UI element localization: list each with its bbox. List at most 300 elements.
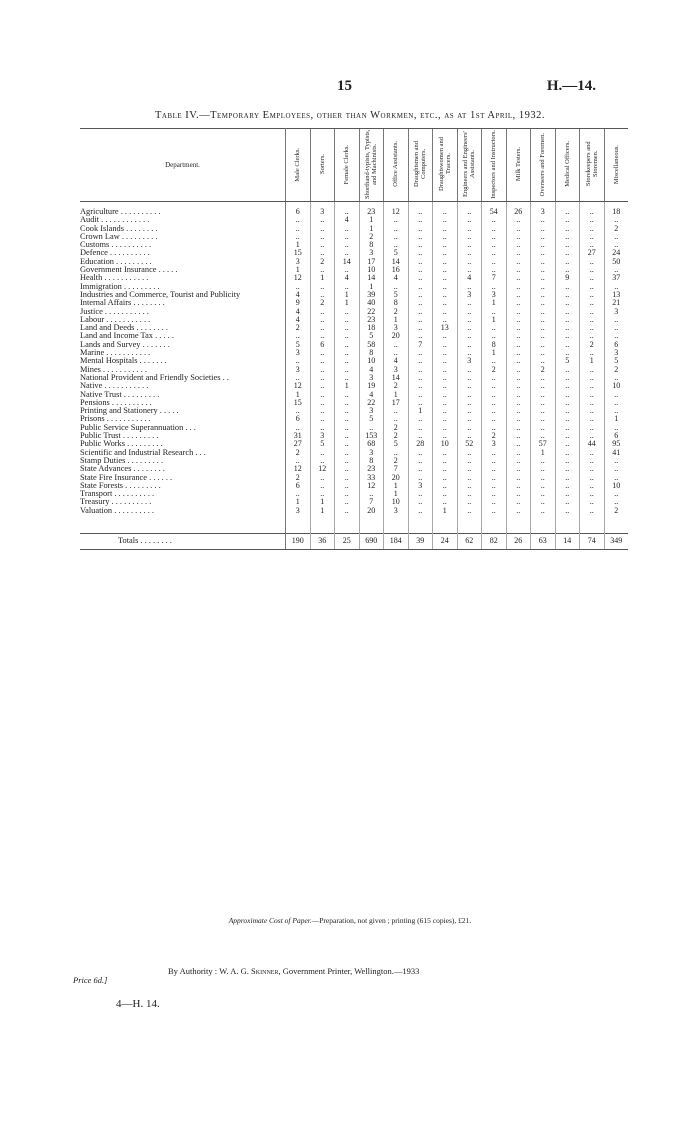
table-cell: 1 <box>384 490 409 498</box>
column-header <box>433 129 458 202</box>
department-name: Public Service Superannuation . . . <box>80 424 286 432</box>
table-cell: .. <box>482 332 507 340</box>
table-row <box>80 299 628 307</box>
table-cell: .. <box>408 357 433 365</box>
authority-prefix: By Authority : <box>168 966 220 976</box>
table-cell: .. <box>506 241 531 249</box>
table-cell: .. <box>310 233 335 241</box>
department-name: Industries and Commerce, Tourist and Publicity <box>80 291 286 299</box>
table-cell: .. <box>555 324 580 332</box>
table-cell: .. <box>359 424 384 432</box>
table-cell: .. <box>335 465 360 473</box>
table-cell: .. <box>482 324 507 332</box>
table-cell: 10 <box>359 266 384 274</box>
column-header-label: Miscellaneous. <box>612 144 620 184</box>
table-cell: .. <box>310 324 335 332</box>
table-cell: .. <box>310 357 335 365</box>
table-cell: .. <box>482 449 507 457</box>
table-cell: 1 <box>335 382 360 390</box>
table-cell: 1 <box>310 507 335 515</box>
table-cell: .. <box>506 374 531 382</box>
table-row <box>80 507 628 515</box>
table-cell: .. <box>506 225 531 233</box>
table-cell: 1 <box>408 407 433 415</box>
table-cell: .. <box>433 366 458 374</box>
table-cell: 3 <box>359 374 384 382</box>
table-cell: .. <box>335 233 360 241</box>
table-cell: .. <box>604 316 628 324</box>
table-cell: 12 <box>359 482 384 490</box>
table-cell: 20 <box>359 507 384 515</box>
table-cell: .. <box>408 507 433 515</box>
table-cell: .. <box>482 266 507 274</box>
table-cell: .. <box>580 349 605 357</box>
table-cell: 2 <box>286 324 311 332</box>
table-cell: .. <box>457 415 482 423</box>
department-name: Immigration . . . . . . . . . <box>80 283 286 291</box>
table-cell: .. <box>433 432 458 440</box>
table-cell: .. <box>286 457 311 465</box>
table-cell: .. <box>604 474 628 482</box>
table-cell: .. <box>555 249 580 257</box>
table-cell: 68 <box>359 440 384 448</box>
table-cell: .. <box>555 283 580 291</box>
table-cell: .. <box>482 465 507 473</box>
table-cell: .. <box>506 432 531 440</box>
table-cell: .. <box>408 241 433 249</box>
table-cell: .. <box>580 241 605 249</box>
table-cell: .. <box>335 432 360 440</box>
table-cell: .. <box>286 357 311 365</box>
table-cell: .. <box>335 482 360 490</box>
table-row <box>80 399 628 407</box>
table-row <box>80 490 628 498</box>
table-cell: .. <box>580 490 605 498</box>
spacer-cell <box>335 515 360 534</box>
table-cell: .. <box>580 498 605 506</box>
cost-note <box>0 916 700 925</box>
department-name: Land and Income Tax . . . . . <box>80 332 286 340</box>
table-cell: .. <box>482 399 507 407</box>
table-cell: .. <box>335 424 360 432</box>
table-cell: 17 <box>359 258 384 266</box>
column-header <box>286 129 311 202</box>
table-cell: .. <box>384 233 409 241</box>
table-cell: .. <box>457 482 482 490</box>
table-cell: .. <box>433 399 458 407</box>
spacer-cell <box>80 515 286 534</box>
table-cell: .. <box>531 249 556 257</box>
table-cell: .. <box>433 391 458 399</box>
department-name: National Provident and Friendly Societies . . <box>80 374 286 382</box>
table-cell: .. <box>310 382 335 390</box>
table-cell: .. <box>433 283 458 291</box>
table-cell: .. <box>580 216 605 224</box>
table-cell: 5 <box>555 357 580 365</box>
table-row <box>80 332 628 340</box>
spacer-cell <box>310 515 335 534</box>
table-cell: .. <box>408 424 433 432</box>
table-cell: 2 <box>286 474 311 482</box>
table-cell: 8 <box>359 241 384 249</box>
table-cell: 1 <box>286 391 311 399</box>
table-cell: .. <box>359 490 384 498</box>
table-cell: .. <box>482 415 507 423</box>
table-cell: .. <box>580 258 605 266</box>
table-cell: .. <box>408 299 433 307</box>
table-cell: .. <box>555 399 580 407</box>
table-cell: .. <box>335 457 360 465</box>
department-name: Marine . . . . . . . . . . . <box>80 349 286 357</box>
table-cell: .. <box>408 291 433 299</box>
column-header <box>408 129 433 202</box>
table-cell: 17 <box>384 399 409 407</box>
table-cell: .. <box>310 457 335 465</box>
spacer-row <box>80 515 628 534</box>
table-body <box>80 202 628 550</box>
table-cell: .. <box>286 490 311 498</box>
table-cell: .. <box>433 490 458 498</box>
table-cell: .. <box>457 241 482 249</box>
table-cell: .. <box>457 366 482 374</box>
table-cell: .. <box>482 216 507 224</box>
table-row <box>80 258 628 266</box>
table-cell: 33 <box>359 474 384 482</box>
table-cell: .. <box>335 241 360 249</box>
table-cell: 24 <box>604 249 628 257</box>
table-cell: .. <box>457 507 482 515</box>
table-cell: .. <box>408 374 433 382</box>
spacer-cell <box>531 515 556 534</box>
employees-table <box>80 128 628 550</box>
table-cell: 23 <box>359 202 384 217</box>
table-cell: 10 <box>604 382 628 390</box>
table-cell: .. <box>580 274 605 282</box>
table-cell: .. <box>482 374 507 382</box>
table-cell: .. <box>604 424 628 432</box>
table-cell: .. <box>531 399 556 407</box>
table-cell: .. <box>506 324 531 332</box>
table-cell: .. <box>335 357 360 365</box>
table-cell: 2 <box>482 432 507 440</box>
table-cell: 3 <box>286 366 311 374</box>
table-cell: 54 <box>482 202 507 217</box>
table-cell: .. <box>580 415 605 423</box>
table-cell: 52 <box>457 440 482 448</box>
table-cell: .. <box>408 391 433 399</box>
table-cell: 3 <box>359 449 384 457</box>
table-cell: .. <box>604 266 628 274</box>
table-cell: .. <box>457 308 482 316</box>
table-cell: .. <box>506 474 531 482</box>
table-cell: .. <box>482 490 507 498</box>
column-header-label: Storekeepers and Storemen. <box>584 142 599 187</box>
table-cell: .. <box>408 249 433 257</box>
table-cell: .. <box>555 432 580 440</box>
total-cell: 82 <box>482 533 507 549</box>
table-row <box>80 283 628 291</box>
table-cell: .. <box>555 349 580 357</box>
column-header-label: Male Clerks. <box>294 147 302 182</box>
table-cell: .. <box>433 216 458 224</box>
column-header-label: Shorthand-typists, Typists, and Machinists. <box>364 129 379 199</box>
table-cell: 3 <box>482 291 507 299</box>
table-cell: .. <box>335 399 360 407</box>
table-cell: .. <box>335 474 360 482</box>
total-cell: 184 <box>384 533 409 549</box>
column-header-label: Medical Officers. <box>563 141 571 188</box>
table-cell: .. <box>384 241 409 249</box>
table-cell: .. <box>531 382 556 390</box>
table-cell: .. <box>310 391 335 399</box>
table-cell: .. <box>335 374 360 382</box>
table-cell: 31 <box>286 432 311 440</box>
table-cell: .. <box>408 308 433 316</box>
table-cell: .. <box>433 258 458 266</box>
table-cell: 3 <box>286 349 311 357</box>
table-cell: .. <box>531 316 556 324</box>
table-cell: .. <box>335 366 360 374</box>
column-header <box>555 129 580 202</box>
table-cell: 5 <box>604 357 628 365</box>
total-cell: 39 <box>408 533 433 549</box>
table-cell: .. <box>506 274 531 282</box>
table-cell: .. <box>433 341 458 349</box>
department-name: Pensions . . . . . . . . . . <box>80 399 286 407</box>
table-cell: 44 <box>580 440 605 448</box>
table-cell: .. <box>335 507 360 515</box>
table-cell: 1 <box>286 266 311 274</box>
table-cell: 95 <box>604 440 628 448</box>
printer-authority <box>168 966 419 976</box>
table-cell: .. <box>555 507 580 515</box>
spacer-cell <box>604 515 628 534</box>
table-cell: .. <box>580 308 605 316</box>
table-cell: .. <box>335 249 360 257</box>
table-row <box>80 202 628 217</box>
table-cell: .. <box>604 399 628 407</box>
table-cell: .. <box>433 482 458 490</box>
table-cell: 14 <box>359 274 384 282</box>
department-name: Mental Hospitals . . . . . . . <box>80 357 286 365</box>
table-cell: 15 <box>286 399 311 407</box>
column-header <box>506 129 531 202</box>
table-cell: .. <box>335 283 360 291</box>
spacer-cell <box>384 515 409 534</box>
table-cell: .. <box>604 233 628 241</box>
table-cell: .. <box>580 432 605 440</box>
table-cell: 12 <box>384 202 409 217</box>
department-name: Land and Deeds . . . . . . . . <box>80 324 286 332</box>
table-cell: .. <box>335 449 360 457</box>
table-cell: .. <box>580 382 605 390</box>
column-header-label: Office Assistants. <box>392 141 400 188</box>
table-cell: .. <box>457 283 482 291</box>
table-cell: .. <box>604 391 628 399</box>
table-cell: .. <box>531 341 556 349</box>
table-cell: 1 <box>604 415 628 423</box>
department-name: Justice . . . . . . . . . . . <box>80 308 286 316</box>
table-cell: .. <box>335 225 360 233</box>
table-cell: 16 <box>384 266 409 274</box>
spacer-cell <box>433 515 458 534</box>
table-cell: 3 <box>286 258 311 266</box>
table-cell: .. <box>384 407 409 415</box>
table-cell: .. <box>286 424 311 432</box>
table-cell: .. <box>555 233 580 241</box>
table-cell: .. <box>335 332 360 340</box>
table-cell: .. <box>433 498 458 506</box>
table-cell: .. <box>384 225 409 233</box>
table-cell: .. <box>531 424 556 432</box>
table-cell: 1 <box>359 283 384 291</box>
table-cell: 7 <box>384 465 409 473</box>
table-cell: 19 <box>359 382 384 390</box>
table-cell: .. <box>580 366 605 374</box>
table-cell: .. <box>482 474 507 482</box>
column-header-label: Draughtswomen and Tracers. <box>437 137 452 192</box>
table-cell: 22 <box>359 308 384 316</box>
table-cell: .. <box>482 382 507 390</box>
table-cell: .. <box>408 324 433 332</box>
table-row <box>80 216 628 224</box>
table-cell: .. <box>580 233 605 241</box>
table-cell: .. <box>604 374 628 382</box>
table-cell: .. <box>408 216 433 224</box>
table-cell: .. <box>482 424 507 432</box>
total-cell: 14 <box>555 533 580 549</box>
table-cell: .. <box>580 399 605 407</box>
table-cell: .. <box>433 308 458 316</box>
table-cell: .. <box>531 415 556 423</box>
table-row <box>80 424 628 432</box>
table-cell: .. <box>286 332 311 340</box>
table-cell: .. <box>408 258 433 266</box>
table-title <box>0 110 700 121</box>
table-cell: 13 <box>604 291 628 299</box>
authority-rest: , Government Printer, Wellington.—1933 <box>278 966 420 976</box>
table-cell: .. <box>506 498 531 506</box>
table-cell: 3 <box>310 432 335 440</box>
table-row <box>80 241 628 249</box>
table-cell: 4 <box>286 291 311 299</box>
table-cell: .. <box>433 424 458 432</box>
table-cell: 3 <box>457 357 482 365</box>
table-cell: .. <box>335 490 360 498</box>
table-cell: .. <box>482 241 507 249</box>
spacer-cell <box>482 515 507 534</box>
table-cell: .. <box>506 415 531 423</box>
table-cell: 2 <box>384 432 409 440</box>
page-number: 15 <box>337 78 352 94</box>
table-cell: .. <box>506 424 531 432</box>
table-cell: .. <box>408 266 433 274</box>
table-cell: .. <box>506 332 531 340</box>
table-cell: 8 <box>384 299 409 307</box>
table-cell: .. <box>433 249 458 257</box>
table-cell: .. <box>555 225 580 233</box>
table-cell: .. <box>555 482 580 490</box>
table-cell: .. <box>408 349 433 357</box>
department-name: Education . . . . . . . . . <box>80 258 286 266</box>
table-cell: .. <box>555 457 580 465</box>
table-cell: 5 <box>359 415 384 423</box>
table-cell: .. <box>482 457 507 465</box>
table-cell: .. <box>506 507 531 515</box>
table-cell: .. <box>604 216 628 224</box>
table-cell: .. <box>433 465 458 473</box>
table-cell: .. <box>531 507 556 515</box>
table-cell: .. <box>457 457 482 465</box>
table-cell: 3 <box>310 202 335 217</box>
table-cell: 2 <box>604 225 628 233</box>
table-cell: .. <box>531 465 556 473</box>
table-cell: .. <box>555 216 580 224</box>
table-cell: .. <box>555 202 580 217</box>
table-cell: .. <box>384 216 409 224</box>
table-cell: .. <box>531 324 556 332</box>
column-header <box>384 129 409 202</box>
column-header-label: Overseers and Foremen. <box>539 132 547 197</box>
table-cell: 40 <box>359 299 384 307</box>
spacer-cell <box>286 515 311 534</box>
table-cell: .. <box>555 391 580 399</box>
table-cell: .. <box>506 457 531 465</box>
table-cell: .. <box>310 283 335 291</box>
table-cell: 6 <box>286 482 311 490</box>
table-cell: .. <box>408 432 433 440</box>
cost-text: —Preparation, not given ; printing (615 copies), £21. <box>311 916 472 925</box>
table-cell: .. <box>531 258 556 266</box>
table-cell: 22 <box>359 399 384 407</box>
table-cell: 2 <box>384 424 409 432</box>
table-cell: .. <box>506 349 531 357</box>
table-cell: 3 <box>604 349 628 357</box>
table-cell: 4 <box>286 316 311 324</box>
table-cell: .. <box>310 316 335 324</box>
table-cell: .. <box>310 474 335 482</box>
table-cell: 12 <box>286 382 311 390</box>
column-header <box>482 129 507 202</box>
department-name: Native . . . . . . . . . . . <box>80 382 286 390</box>
table-cell: .. <box>457 266 482 274</box>
table-cell: .. <box>555 374 580 382</box>
column-header <box>580 129 605 202</box>
table-cell: .. <box>335 391 360 399</box>
table-cell: .. <box>310 249 335 257</box>
table-cell: .. <box>335 498 360 506</box>
table-cell: 6 <box>286 415 311 423</box>
department-name: Transport . . . . . . . . . . <box>80 490 286 498</box>
table-cell: .. <box>310 366 335 374</box>
table-cell: .. <box>580 299 605 307</box>
table-cell: 1 <box>580 357 605 365</box>
table-cell: .. <box>335 316 360 324</box>
department-name: Agriculture . . . . . . . . . . <box>80 202 286 217</box>
table-cell: .. <box>580 457 605 465</box>
table-cell: .. <box>580 202 605 217</box>
spacer-cell <box>359 515 384 534</box>
table-cell: .. <box>555 241 580 249</box>
table-cell: 1 <box>359 216 384 224</box>
table-cell: 3 <box>384 507 409 515</box>
table-cell: .. <box>335 202 360 217</box>
table-cell: 10 <box>384 498 409 506</box>
department-name: Public Works . . . . . . . . . <box>80 440 286 448</box>
table-cell: 3 <box>604 308 628 316</box>
table-cell: .. <box>457 449 482 457</box>
table-cell: 7 <box>359 498 384 506</box>
